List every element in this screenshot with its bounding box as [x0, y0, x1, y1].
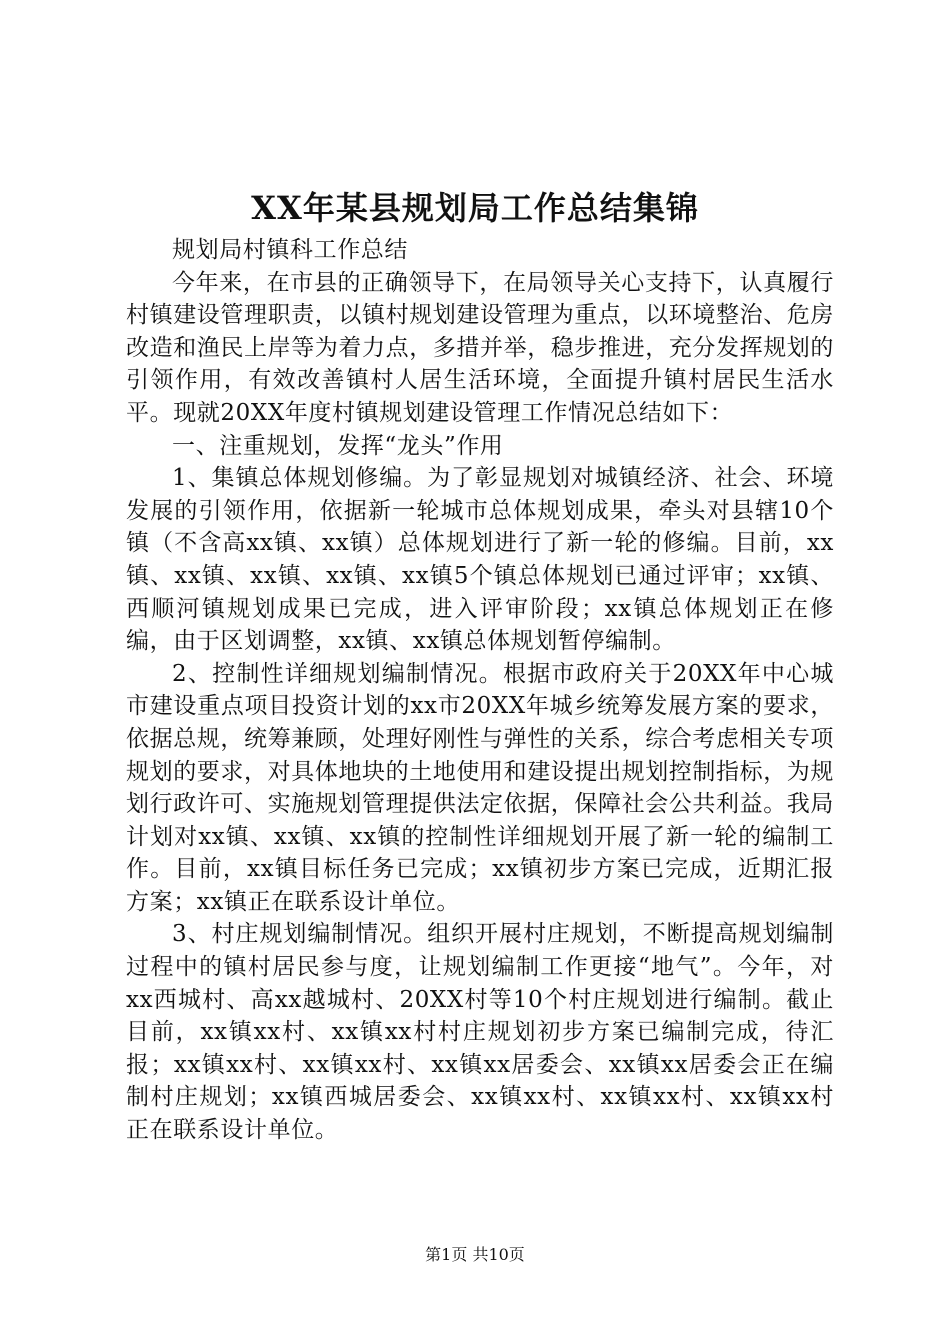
- page-number: 第1页 共10页: [425, 1245, 525, 1264]
- paragraph-subtitle: 规划局村镇科工作总结: [172, 237, 408, 263]
- document-body: [126, 234, 834, 1147]
- document-title: XX年某县规划局工作总结集锦: [251, 189, 699, 227]
- paragraph-item-1: 1、集镇总体规划修编。为了彰显规划对城镇经济、社会、环境发展的引领作用，依据新一轮城市总体规划成果，牵头对县辖10个镇（不含高xx镇、xx镇）总体规划进行了新一轮的修编。目前，xx镇、xx镇、xx镇、xx镇、xx镇5个镇总体规划已通过评审；xx镇、西顺河镇规划成果已完成，进入评审阶段；xx镇总体规划正在修编，由于区划调整，xx镇、xx镇总体规划暂停编制。: [126, 465, 834, 655]
- paragraph-item-2: 2、控制性详细规划编制情况。根据市政府关于20XX年中心城市建设重点项目投资计划的xx市20XX年城乡统筹发展方案的要求，依据总规，统筹兼顾，处理好刚性与弹性的关系，综合考虑相关专项规划的要求，对具体地块的土地使用和建设提出规划控制指标，为规划行政许可、实施规划管理提供法定依据，保障社会公共利益。我局计划对xx镇、xx镇、xx镇的控制性详细规划开展了新一轮的编制工作。目前，xx镇目标任务已完成；xx镇初步方案已完成，近期汇报方案；xx镇正在联系设计单位。: [126, 660, 834, 915]
- paragraph-intro: 今年来，在市县的正确领导下，在局领导关心支持下，认真履行村镇建设管理职责，以镇村规划建设管理为重点，以环境整治、危房改造和渔民上岸等为着力点，多措并举，稳步推进，充分发挥规划的引领作用，有效改善镇村人居生活环境，全面提升镇村居民生活水平。现就20XX年度村镇规划建设管理工作情况总结如下：: [126, 269, 834, 426]
- paragraph-item-3: 3、村庄规划编制情况。组织开展村庄规划，不断提高规划编制过程中的镇村居民参与度，让规划编制工作更接“地气”。今年，对xx西城村、高xx越城村、20XX村等10个村庄规划进行编制。截止目前，xx镇xx村、xx镇xx村村庄规划初步方案已编制完成，待汇报；xx镇xx村、xx镇xx村、xx镇xx居委会、xx镇xx居委会正在编制村庄规划；xx镇西城居委会、xx镇xx村、xx镇xx村、xx镇xx村正在联系设计单位。: [126, 921, 834, 1144]
- section-heading: 一、注重规划，发挥“龙头”作用: [172, 432, 504, 459]
